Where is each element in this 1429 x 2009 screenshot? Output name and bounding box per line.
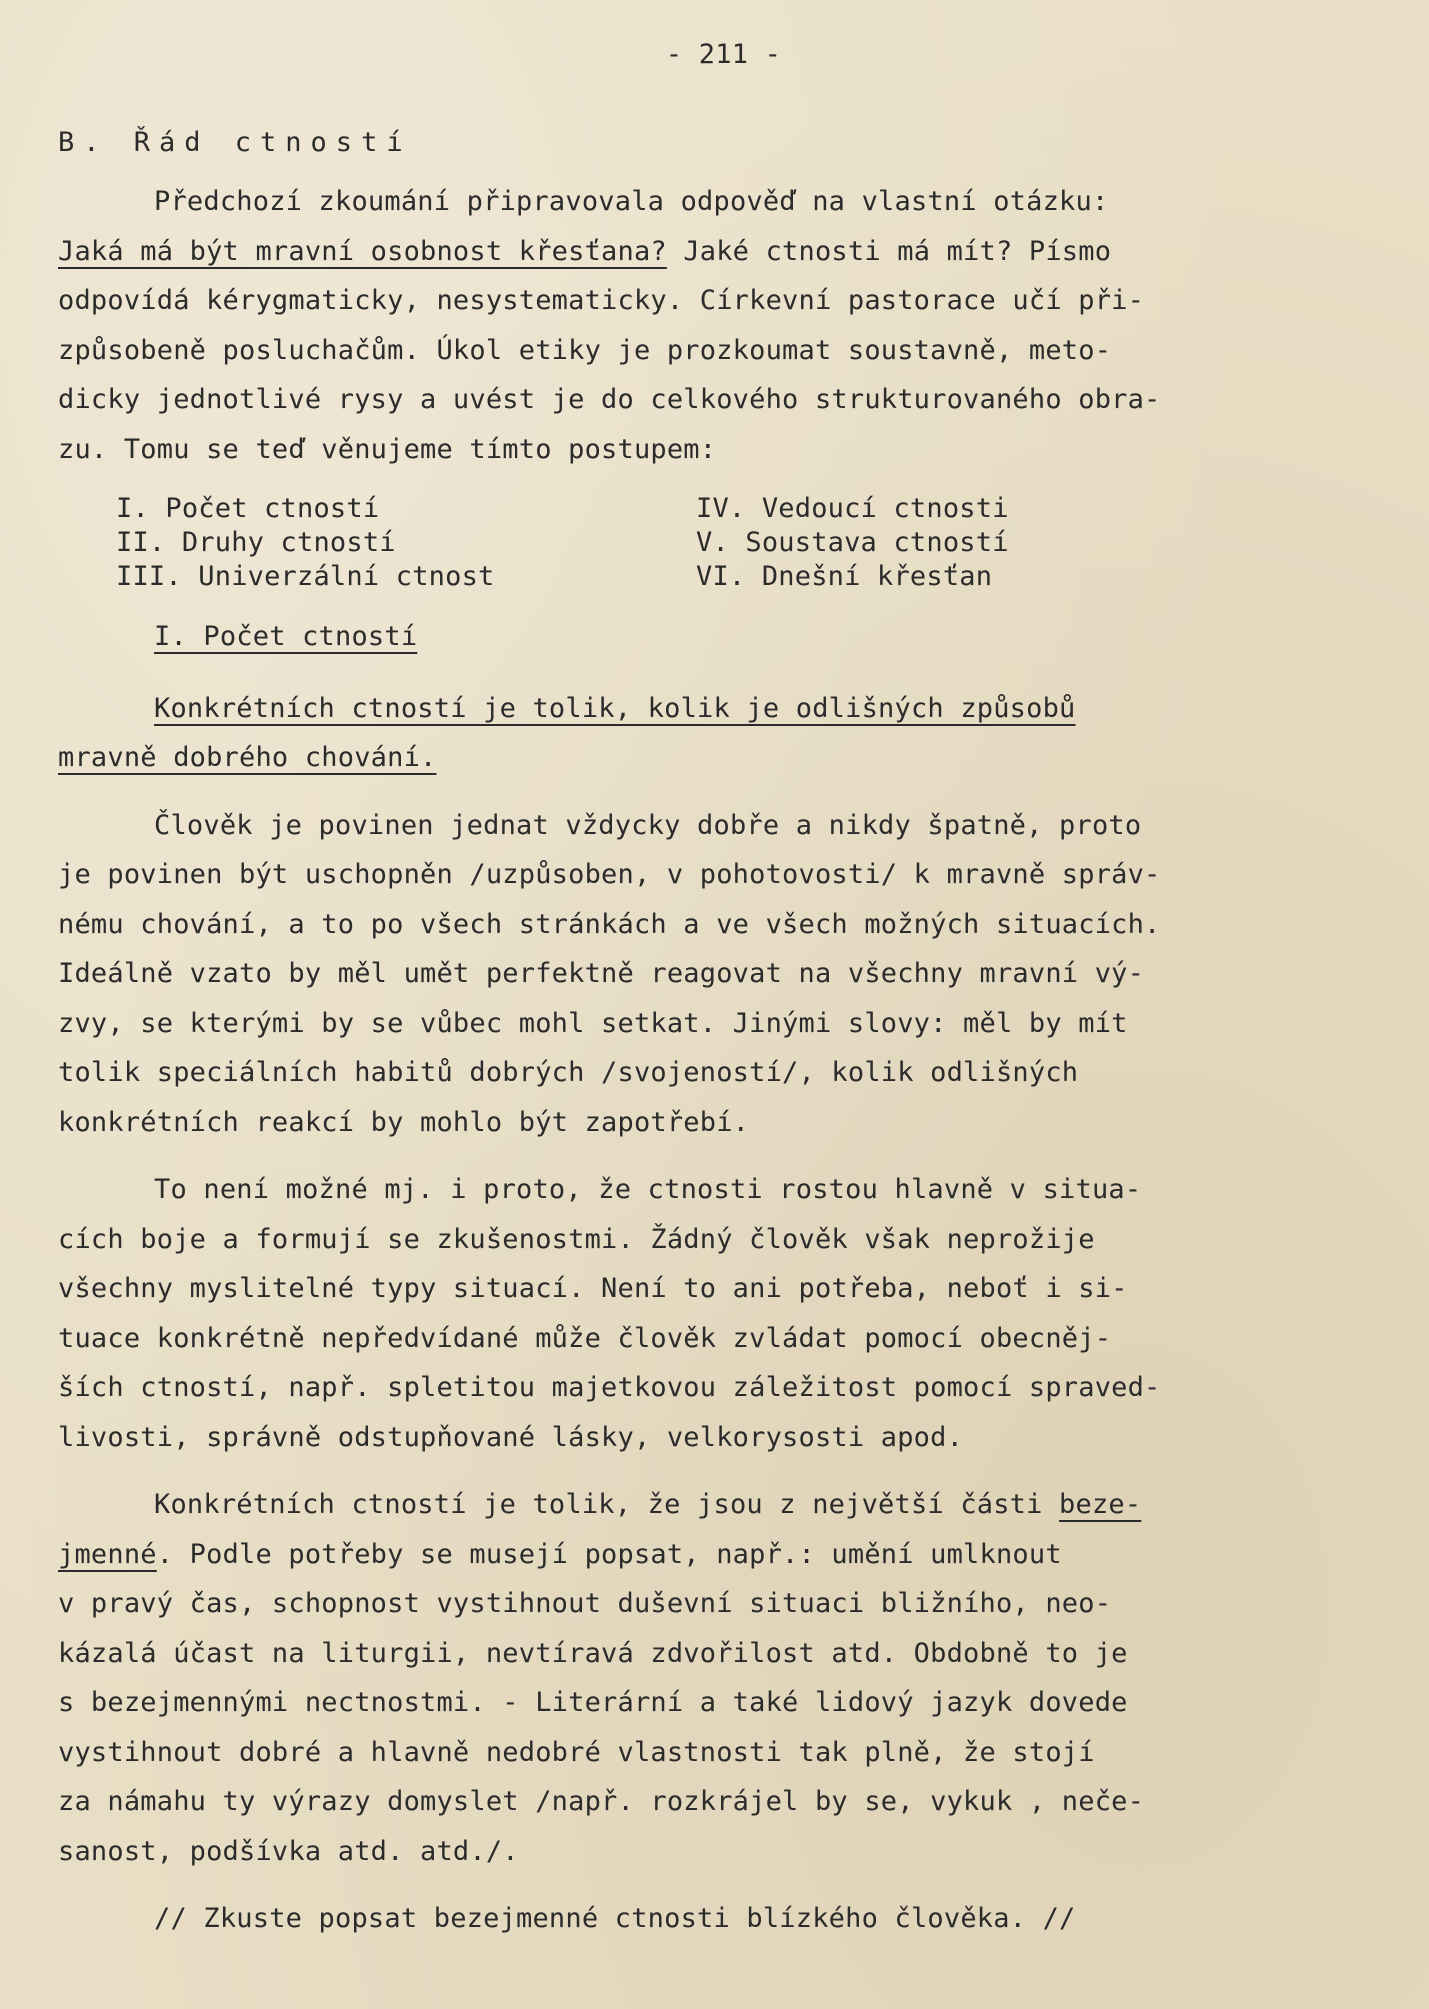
paragraph-line: v pravý čas, schopnost vystihnout duševní situaci bližního, neo-	[58, 1588, 1112, 1619]
paragraph-line: ších ctností, např. spletitou majetkovou záležitost pomocí spraved-	[58, 1372, 1161, 1403]
paragraph-line: zvy, se kterými by se vůbec mohl setkat. Jinými slovy: měl by mít	[58, 1007, 1128, 1039]
intro-line: zu. Tomu se teď věnujeme tímto postupem:	[58, 433, 717, 465]
paragraph-2	[58, 1165, 1389, 1462]
outline-list	[116, 492, 1389, 594]
page-number: - 211 -	[665, 39, 782, 70]
underlined-term: beze-	[1059, 1489, 1142, 1520]
subsection-heading-text: I. Počet ctností	[154, 621, 418, 652]
paragraph-line	[58, 1530, 1389, 1580]
paragraph-line: To není možné mj. i proto, že ctnosti rostou hlavně v situa-	[154, 1174, 1142, 1205]
paragraph-line: Člověk je povinen jednat vždycky dobře a nikdy špatně, proto	[154, 809, 1142, 841]
paragraph-line: kázalá účast na liturgii, nevtíravá zdvořilost atd. Obdobně to je	[58, 1637, 1128, 1669]
section-heading	[58, 118, 1389, 168]
intro-line: způsobeně posluchačům. Úkol etiky je prozkoumat soustavně, meto-	[58, 334, 1112, 366]
paragraph-1	[58, 801, 1389, 1148]
paragraph-3	[58, 1480, 1389, 1876]
intro-line-rest: Jaké ctnosti má mít? Písmo	[666, 235, 1112, 267]
thesis-line	[58, 684, 1389, 734]
section-heading-text: B. Řád ctností	[58, 126, 412, 158]
intro-line: dicky jednotlivé rysy a uvést je do celkového strukturovaného obra-	[58, 384, 1161, 415]
intro-line	[58, 227, 1389, 277]
outline-item: I. Počet ctností	[116, 493, 380, 524]
paragraph-line: tuace konkrétně nepředvídané může člověk zvládat pomocí obecněj-	[58, 1322, 1112, 1354]
paragraph-line: za námahu ty výrazy domyslet /např. rozkrájel by se, vykuk , neče-	[58, 1786, 1145, 1817]
thesis-paragraph	[58, 684, 1389, 783]
outline-item: III. Univerzální ctnost	[116, 561, 495, 592]
paragraph-line: všechny myslitelné typy situací. Není to ani potřeba, neboť i si-	[58, 1273, 1128, 1304]
paragraph-line: tolik speciálních habitů dobrých /svojeností/, kolik odlišných	[58, 1057, 1079, 1088]
underlined-term: jmenné	[58, 1538, 157, 1570]
intro-line: odpovídá kérygmaticky, nesystematicky. Církevní pastorace učí při-	[58, 285, 1145, 316]
outline-item: II. Druhy ctností	[116, 527, 396, 558]
paragraph-line: vystihnout dobré a hlavně nedobré vlastnosti tak plně, že stojí	[58, 1736, 1095, 1768]
paragraph-line: s bezejmennými nectnostmi. - Literární a také lidový jazyk dovede	[58, 1687, 1128, 1718]
thesis-line	[58, 733, 1389, 783]
paragraph-line: livosti, správně odstupňované lásky, velkorysosti apod.	[58, 1421, 964, 1453]
paragraph-line: konkrétních reakcí by mohlo být zapotřebí.	[58, 1106, 750, 1138]
intro-paragraph	[58, 177, 1389, 474]
thesis-text: mravně dobrého chování.	[58, 742, 437, 773]
thesis-text: Konkrétních ctností je tolik, kolik je odlišných způsobů	[154, 692, 1076, 724]
key-question: Jaká má být mravní osobnost křesťana?	[58, 235, 667, 267]
paragraph-line	[58, 1480, 1389, 1530]
paragraph-text: Konkrétních ctností je tolik, že jsou z největší části	[154, 1489, 1060, 1520]
outline-item: VI. Dnešní křesťan	[696, 561, 993, 592]
paragraph-line: cích boje a formují se zkušenostmi. Žádný člověk však neprožije	[58, 1223, 1095, 1255]
paragraph-text: . Podle potřeby se musejí popsat, např.: umění umlknout	[156, 1538, 1062, 1570]
outline-item: V. Soustava ctností	[696, 527, 1009, 558]
paragraph-line: je povinen být uschopněn /uzpůsoben, v pohotovosti/ k mravně správ-	[58, 859, 1161, 890]
subsection-heading	[154, 612, 1389, 662]
paragraph-line: Ideálně vzato by měl umět perfektně reagovat na všechny mravní vý-	[58, 958, 1145, 989]
paragraph-line: nému chování, a to po všech stránkách a ve všech možných situacích.	[58, 908, 1161, 940]
outline-item: IV. Vedoucí ctnosti	[696, 493, 1009, 524]
paragraph-line: sanost, podšívka atd. atd./.	[58, 1835, 519, 1867]
intro-line: Předchozí zkoumání připravovala odpověď na vlastní otázku:	[154, 186, 1109, 217]
exercise-note: // Zkuste popsat bezejmenné ctnosti blízkého člověka. //	[154, 1903, 1076, 1934]
